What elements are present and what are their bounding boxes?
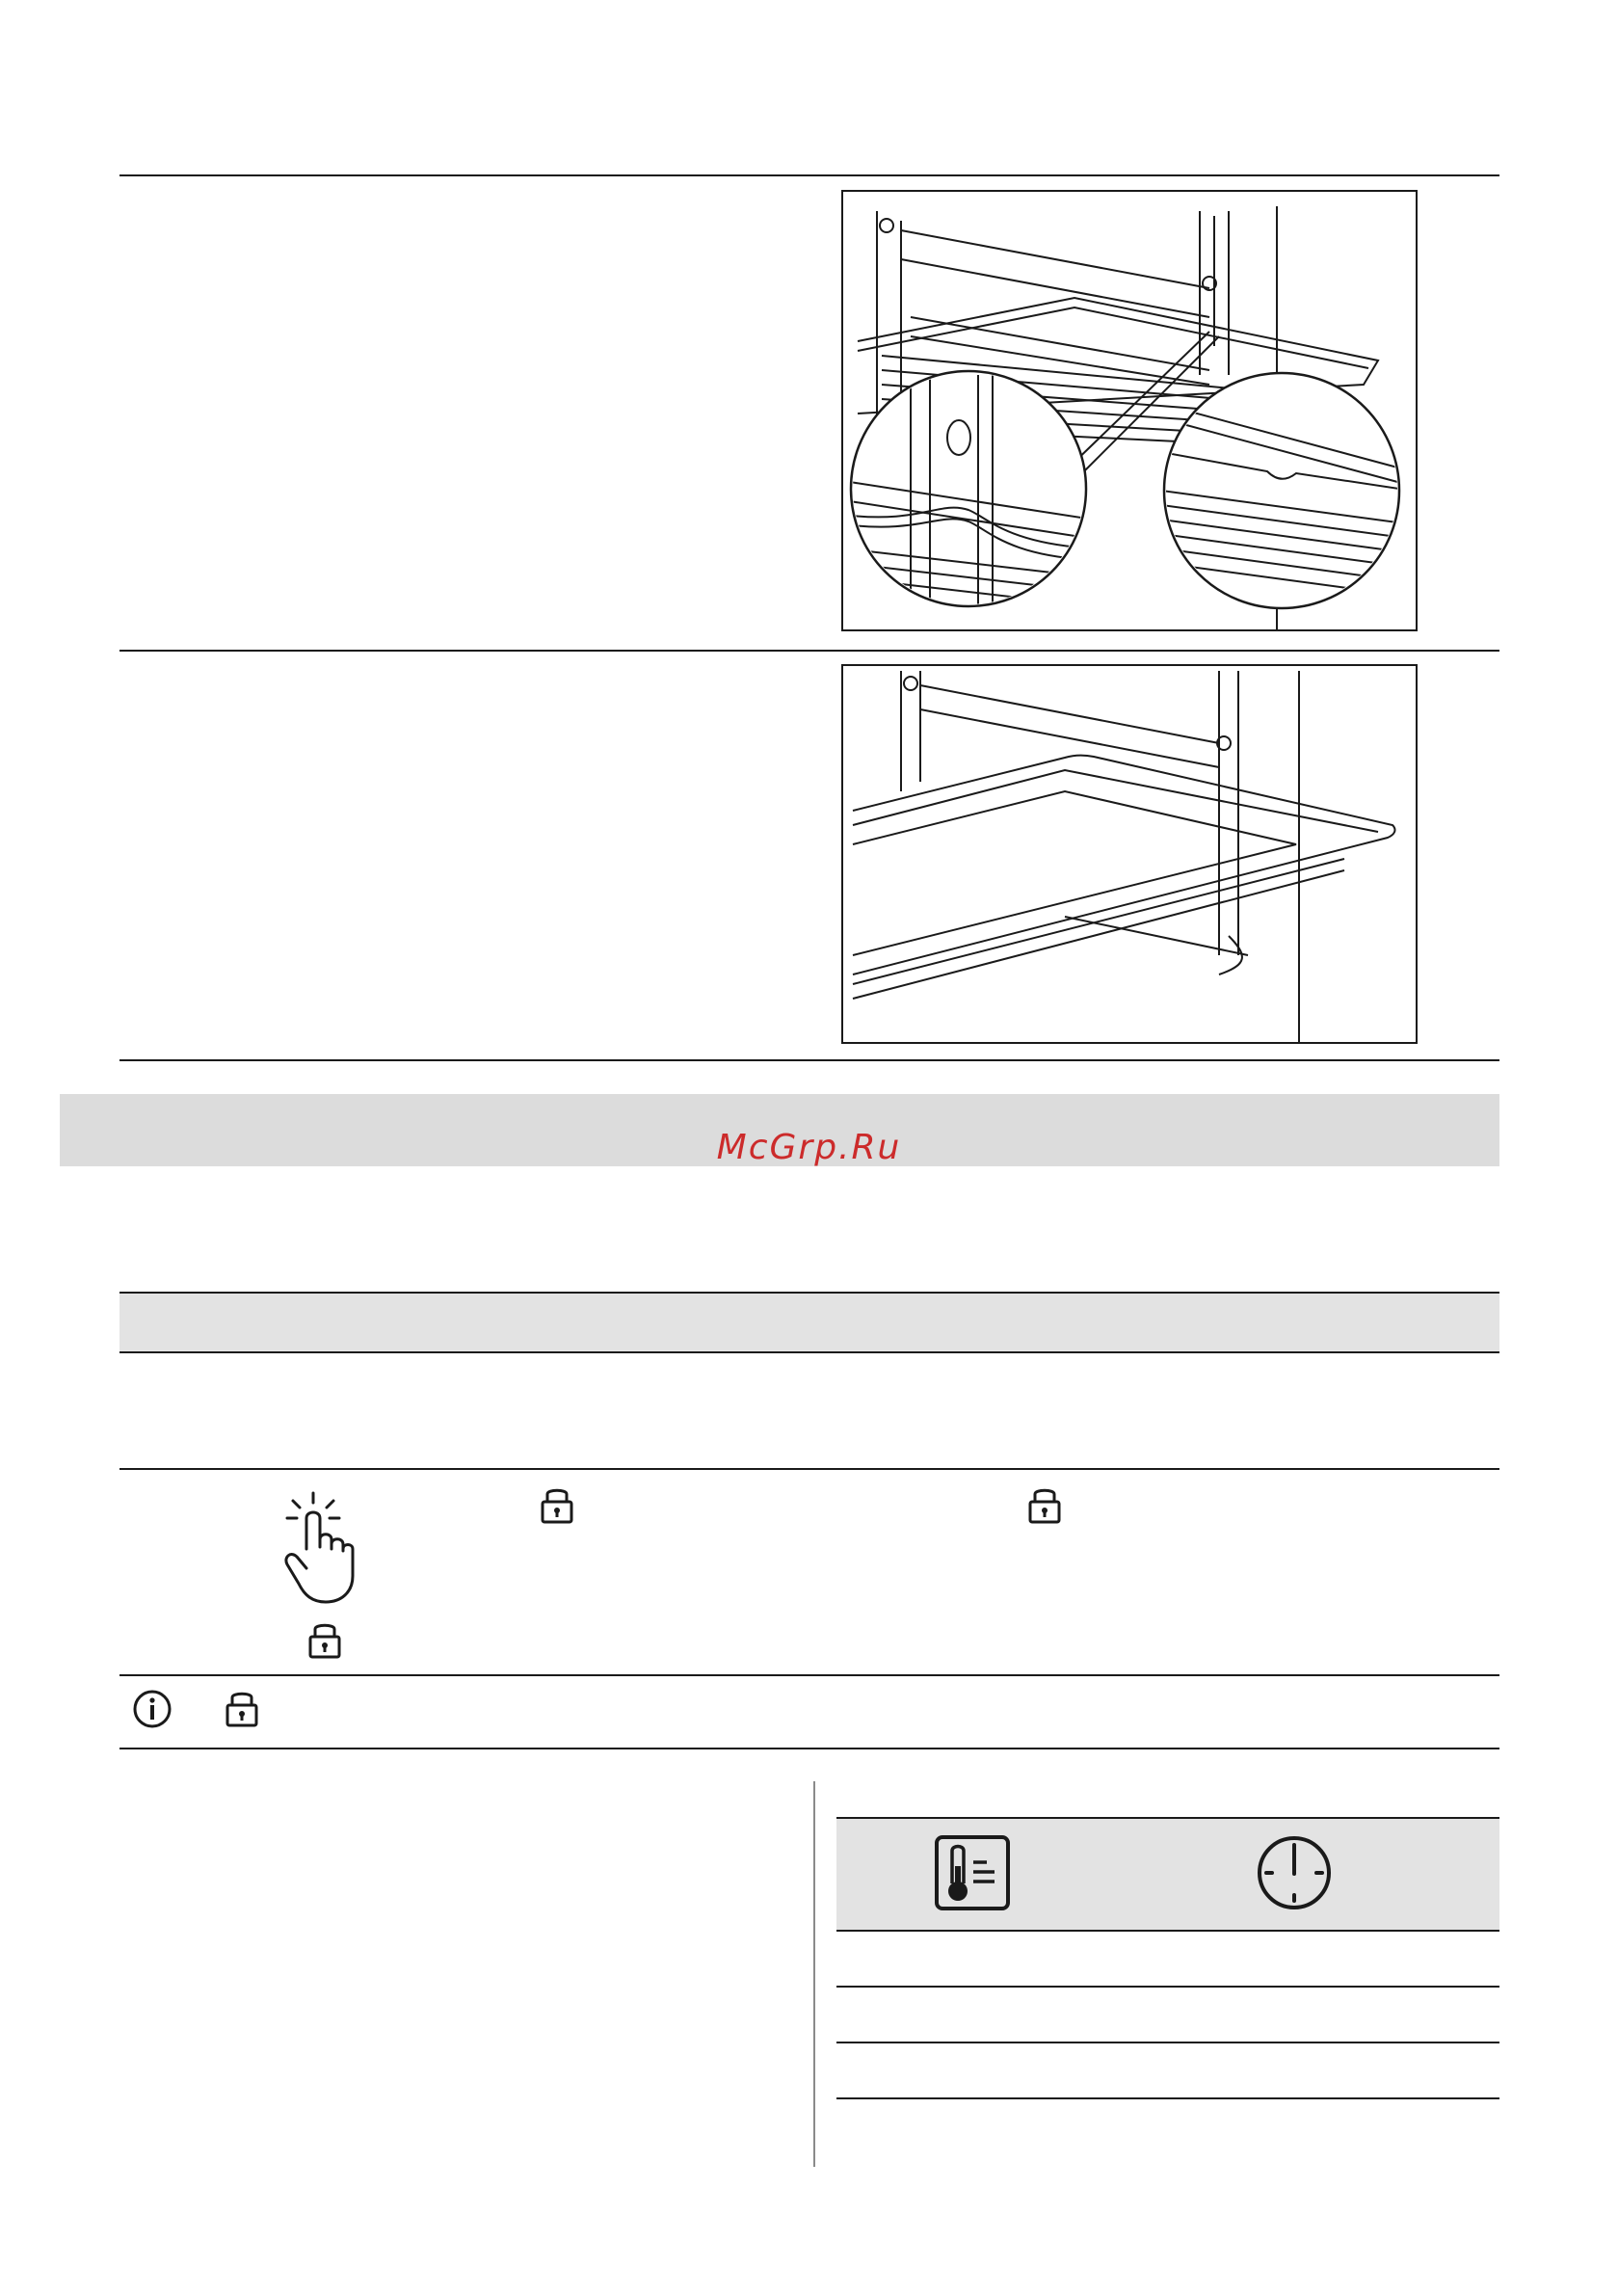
table-rule-3 xyxy=(119,1748,1499,1749)
oven-shelf-tray-icon xyxy=(843,666,1416,1042)
table-rule-2 xyxy=(119,1674,1499,1676)
column-divider xyxy=(813,1781,815,2167)
watermark: McGrp.Ru xyxy=(716,1128,902,1167)
icon-table-rule-3 xyxy=(836,2097,1499,2099)
figure-tray-shelf xyxy=(841,664,1418,1044)
top-rule xyxy=(119,174,1499,176)
touch-hand-icon xyxy=(279,1491,358,1607)
lock-icon xyxy=(307,1621,342,1660)
rule-after-figure-2 xyxy=(119,1059,1499,1061)
icon-table-rule-2 xyxy=(836,2042,1499,2043)
clock-icon xyxy=(1255,1833,1334,1912)
lock-icon xyxy=(1027,1486,1062,1525)
lock-icon xyxy=(225,1690,259,1728)
icon-table-rule-1 xyxy=(836,1986,1499,1988)
oven-shelf-wire-rack-icon xyxy=(843,192,1416,629)
lock-icon xyxy=(540,1486,574,1525)
info-icon xyxy=(132,1689,172,1729)
table-rule-1 xyxy=(119,1468,1499,1470)
thermometer-icon xyxy=(933,1833,1012,1912)
rule-after-figure-1 xyxy=(119,650,1499,652)
table-header-row xyxy=(119,1292,1499,1353)
figure-wire-shelf xyxy=(841,190,1418,631)
